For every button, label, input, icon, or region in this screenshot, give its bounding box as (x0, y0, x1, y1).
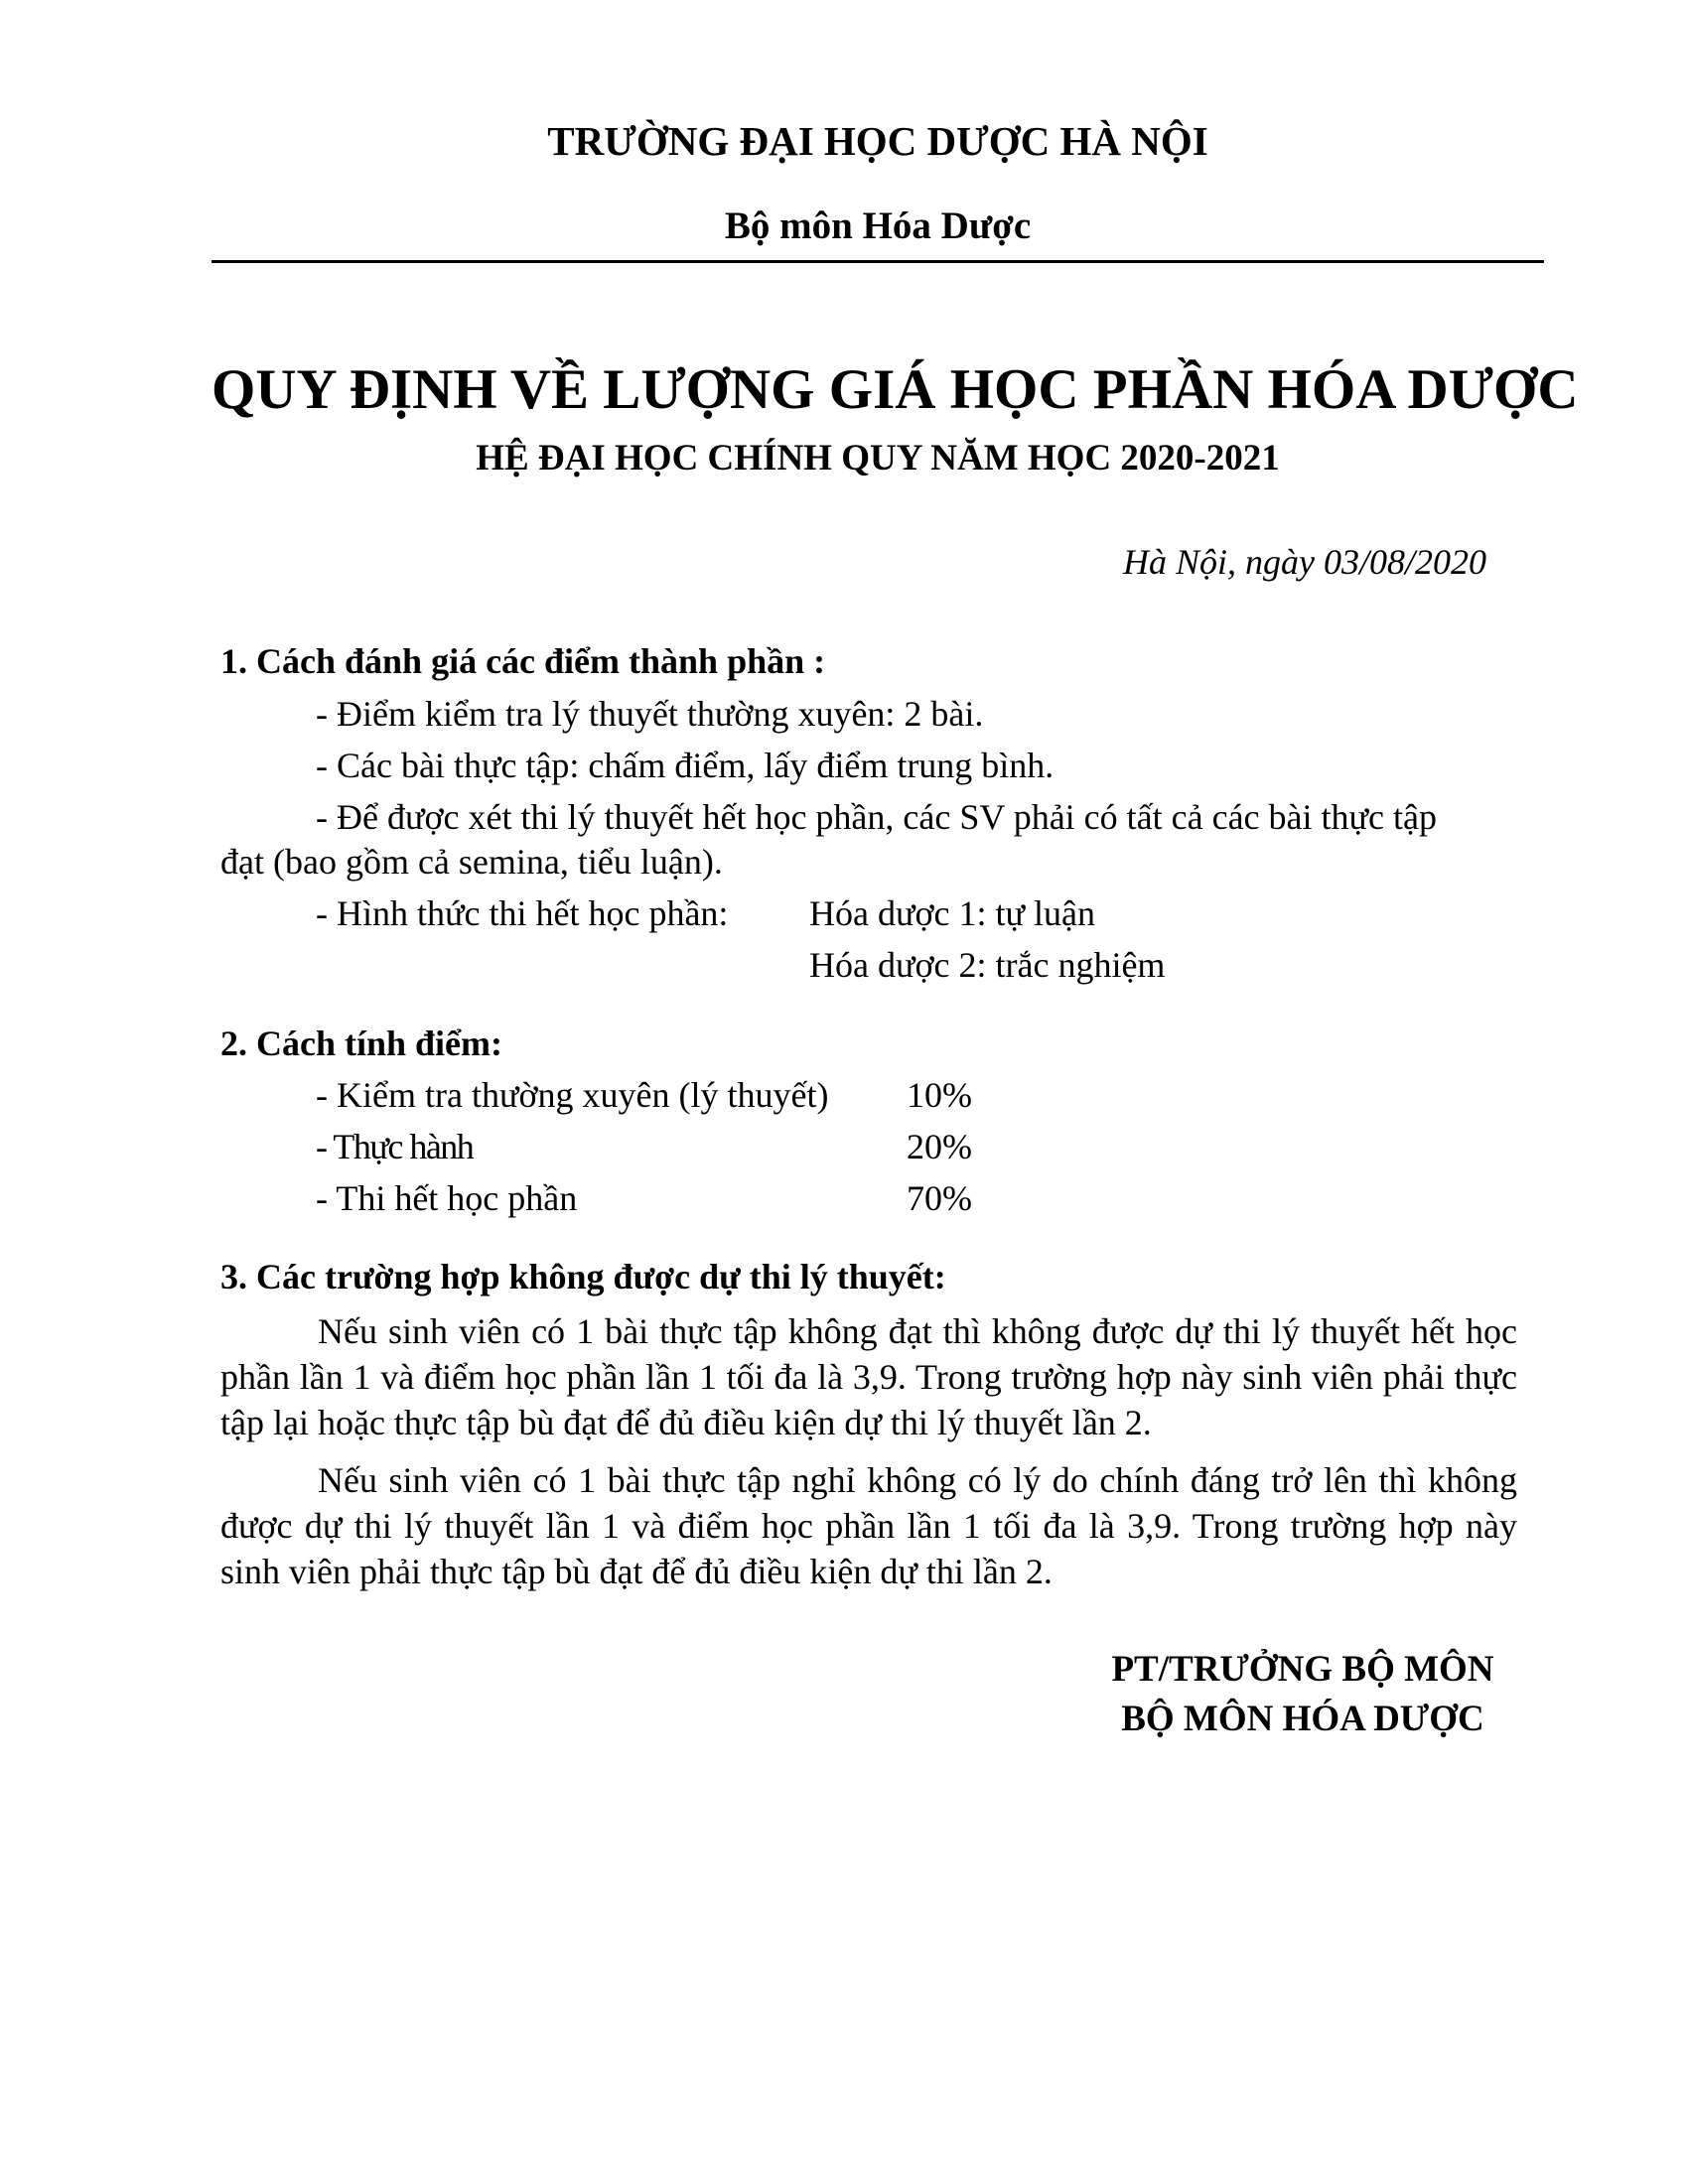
signature-department: BỘ MÔN HÓA DƯỢC (1121, 1699, 1484, 1739)
school-name: TRƯỜNG ĐẠI HỌC DƯỢC HÀ NỘI (547, 118, 1208, 164)
grade-component-label: - Thi hết học phần (316, 1178, 578, 1218)
grade-component-weight: 10% (907, 1075, 972, 1115)
exam-form-label: - Hình thức thi hết học phần: (316, 893, 729, 933)
document-date: Hà Nội, ngày 03/08/2020 (1123, 542, 1486, 582)
header-divider (211, 260, 1544, 263)
section-3-heading: 3. Các trường hợp không được dự thi lý thuyết: (220, 1257, 946, 1297)
section-2-heading: 2. Cách tính điểm: (220, 1024, 503, 1063)
document-subtitle: HỆ ĐẠI HỌC CHÍNH QUY NĂM HỌC 2020-2021 (476, 438, 1280, 478)
grade-component-weight: 20% (907, 1127, 972, 1166)
grade-component-label: - Thực hành (316, 1127, 474, 1166)
exam-form-1: Hóa dược 1: tự luận (809, 893, 1095, 933)
section-1-item: - Các bài thực tập: chấm điểm, lấy điểm trung bình. (316, 746, 1055, 785)
section-1-item-continued: đạt (bao gồm cả semina, tiểu luận). (220, 842, 723, 882)
document-title: QUY ĐỊNH VỀ LƯỢNG GIÁ HỌC PHẦN HÓA DƯỢC (211, 358, 1579, 421)
grade-component-weight: 70% (907, 1178, 972, 1218)
department-name: Bộ môn Hóa Dược (724, 205, 1032, 247)
grade-component-label: - Kiểm tra thường xuyên (lý thuyết) (316, 1075, 829, 1115)
section-3-paragraph: Nếu sinh viên có 1 bài thực tập nghỉ không có lý do chính đáng trở lên thì không được dự thi lý thuyết lần 1 và điểm học phần lần 1 tối đa là 3,9. Trong trường hợp này sinh viên phải thực tập bù đạt để đủ điều kiện dự thi lần 2. (220, 1460, 1517, 1591)
section-1-item: - Để được xét thi lý thuyết hết học phần, các SV phải có tất cả các bài thực tập (316, 797, 1437, 837)
signature-title: PT/TRƯỞNG BỘ MÔN (1111, 1649, 1494, 1690)
section-3-paragraph: Nếu sinh viên có 1 bài thực tập không đạt thì không được dự thi lý thuyết hết học phần lần 1 và điểm học phần lần 1 tối đa là 3,9. Trong trường hợp này sinh viên phải thực tập lại hoặc thực tập bù đạt để đủ điều kiện dự thi lý thuyết lần 2. (220, 1311, 1517, 1442)
section-1-item: - Điểm kiểm tra lý thuyết thường xuyên: 2 bài. (316, 694, 984, 734)
exam-form-2: Hóa dược 2: trắc nghiệm (809, 945, 1166, 985)
section-1-heading: 1. Cách đánh giá các điểm thành phần : (220, 641, 826, 681)
